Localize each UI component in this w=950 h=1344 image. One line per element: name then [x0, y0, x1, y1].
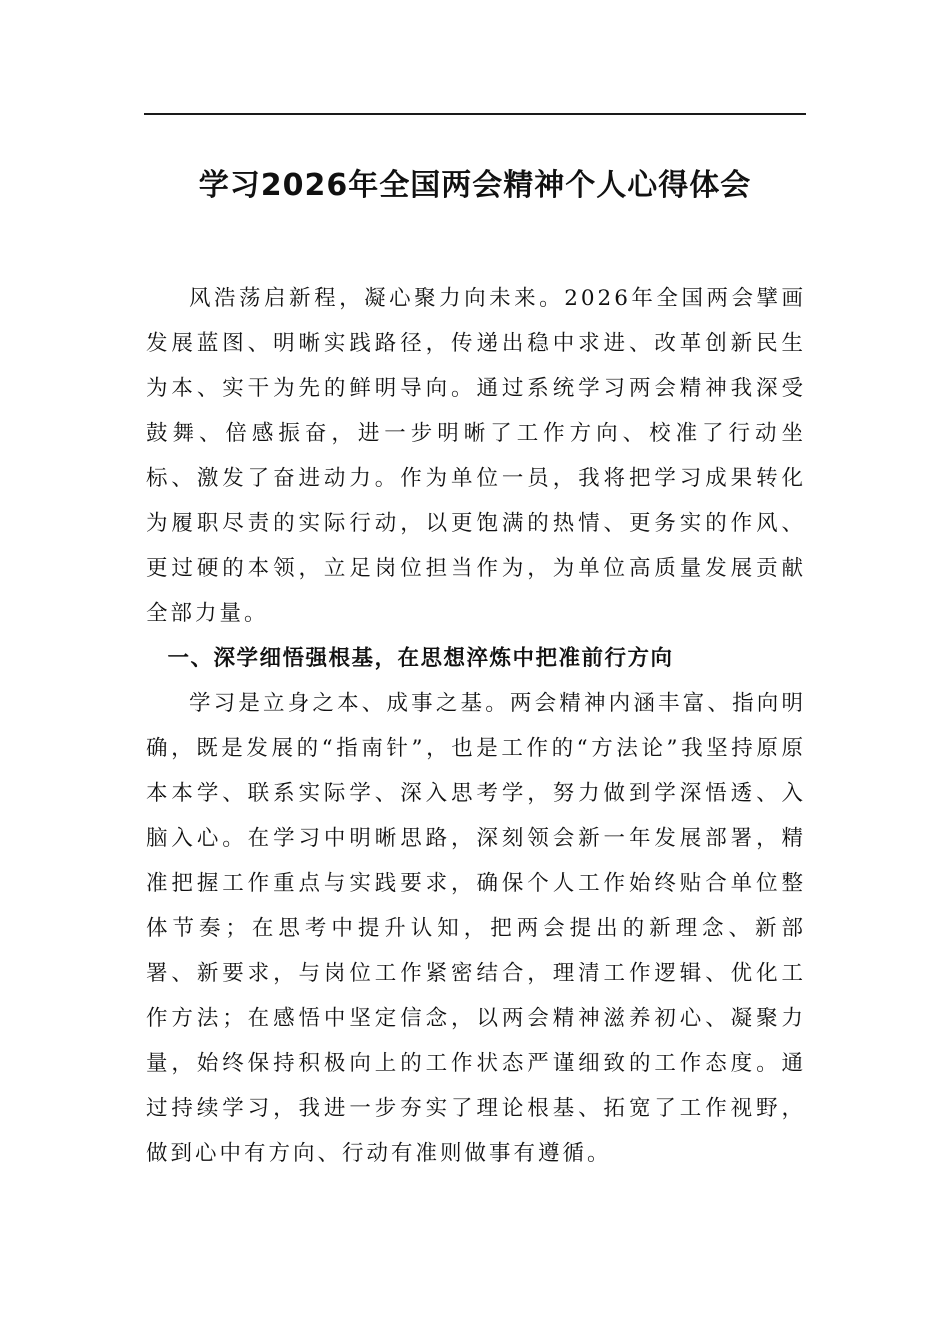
header-divider [144, 113, 806, 115]
intro-paragraph: 风浩荡启新程，凝心聚力向未来。2026年全国两会擘画发展蓝图、明晰实践路径，传递出稳中求进、改革创新民生为本、实干为先的鲜明导向。通过系统学习两会精神我深受鼓舞、倍感振奋，进一步明晰了工作方向、校准了行动坐标、激发了奋进动力。作为单位一员，我将把学习成果转化为履职尽责的实际行动，以更饱满的热情、更务实的作风、更过硬的本领，立足岗位担当作为，为单位高质量发展贡献全部力量。 [146, 286, 806, 626]
section-paragraph-1: 学习是立身之本、成事之基。两会精神内涵丰富、指向明确，既是发展的“指南针”，也是工作的“方法论”我坚持原原本本学、联系实际学、深入思考学，努力做到学深悟透、入脑入心。在学习中明晰思路，深刻领会新一年发展部署，精准把握工作重点与实践要求，确保个人工作始终贴合单位整体节奏；在思考中提升认知，把两会提出的新理念、新部署、新要求，与岗位工作紧密结合，理清工作逻辑、优化工作方法；在感悟中坚定信念，以两会精神滋养初心、凝聚力量，始终保持积极向上的工作状态严谨细致的工作态度。通过持续学习，我进一步夯实了理论根基、拓宽了工作视野，做到心中有方向、行动有准则做事有遵循。 [146, 691, 806, 1166]
document-body [146, 276, 806, 1176]
section-heading-1: 一、深学细悟强根基，在思想淬炼中把准前行方向 [167, 646, 674, 671]
document-title: 学习2026年全国两会精神个人心得体会 [198, 168, 752, 203]
